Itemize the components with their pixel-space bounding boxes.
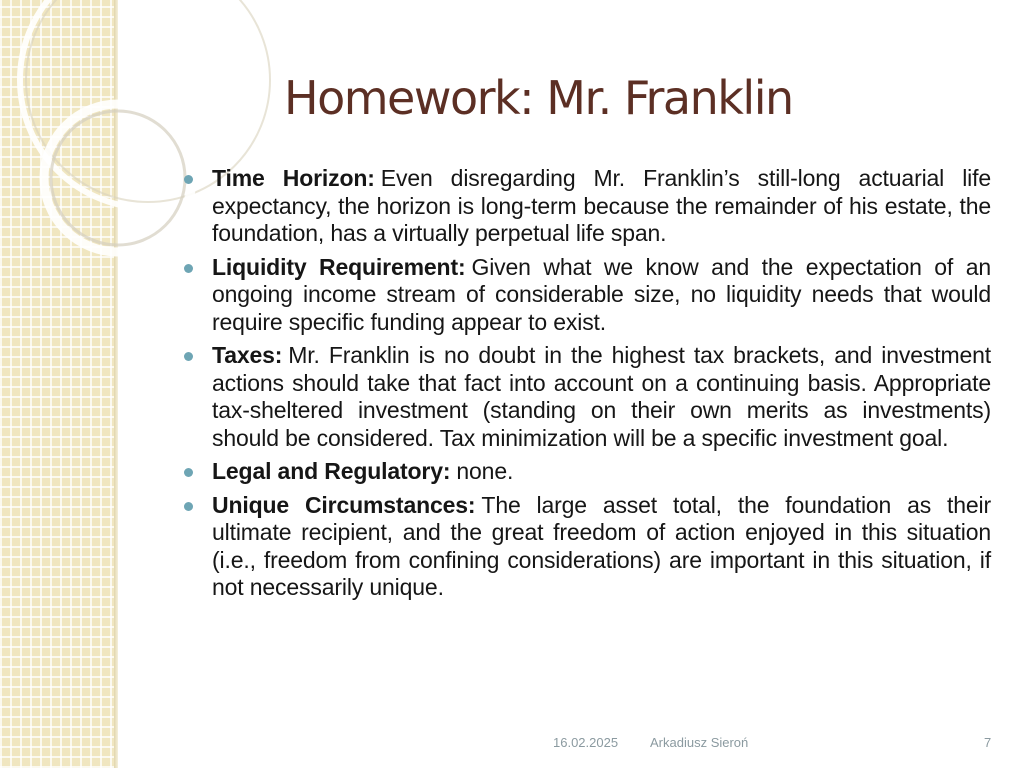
bullet-unique-circumstances <box>184 492 991 602</box>
bullet-liquidity-requirement <box>184 254 991 337</box>
slide-title: Homework: Mr. Franklin <box>284 71 793 125</box>
bullet-lead: Unique Circumstances: <box>212 491 476 518</box>
bullet-lead: Taxes: <box>212 342 283 368</box>
footer-date: 16.02.2025 <box>553 735 619 750</box>
bullet-dot-icon <box>184 175 193 184</box>
bullet-text: Mr. Franklin is no doubt in the highest tax brackets, and investment actions should take that fact into account on a continuing basis. Appropriate tax-sheltered investment (standing on their own merits as investments) should be considered. Tax minimization will be a specific investment goal. <box>212 342 991 451</box>
bullet-time-horizon <box>184 165 991 248</box>
bullet-dot-icon <box>184 264 193 273</box>
bullet-text: none. <box>456 458 514 484</box>
bullet-text: The large asset total, the foundation as their ultimate recipient, and the great freedom of action enjoyed in this situation (i.e., freedom from confining considerations) are important in this situation, if not necessarily unique. <box>212 491 991 600</box>
bullet-dot-icon <box>184 502 193 511</box>
bullet-legal-regulatory <box>184 458 991 486</box>
decorative-side-panel <box>0 0 114 768</box>
footer-author: Arkadiusz Sieroń <box>650 735 749 750</box>
bullet-lead: Time Horizon: <box>212 165 375 191</box>
bullet-dot-icon <box>184 352 193 361</box>
side-panel-edge <box>114 0 118 768</box>
bullet-lead: Liquidity Requirement: <box>212 253 466 280</box>
bullet-text: Even disregarding Mr. Franklin’s still-long actuarial life expectancy, the horizon is long-term because the remainder of his estate, the foundation, has a virtually perpetual life span. <box>212 165 992 246</box>
bullet-text: Given what we know and the expectation of an ongoing income stream of considerable size, no liquidity needs that would require specific funding appear to exist. <box>212 253 991 335</box>
bullet-list <box>184 165 991 608</box>
bullet-taxes <box>184 342 991 452</box>
footer-page-number: 7 <box>984 735 992 750</box>
bullet-lead: Legal and Regulatory: <box>212 458 451 484</box>
bullet-dot-icon <box>184 468 193 477</box>
